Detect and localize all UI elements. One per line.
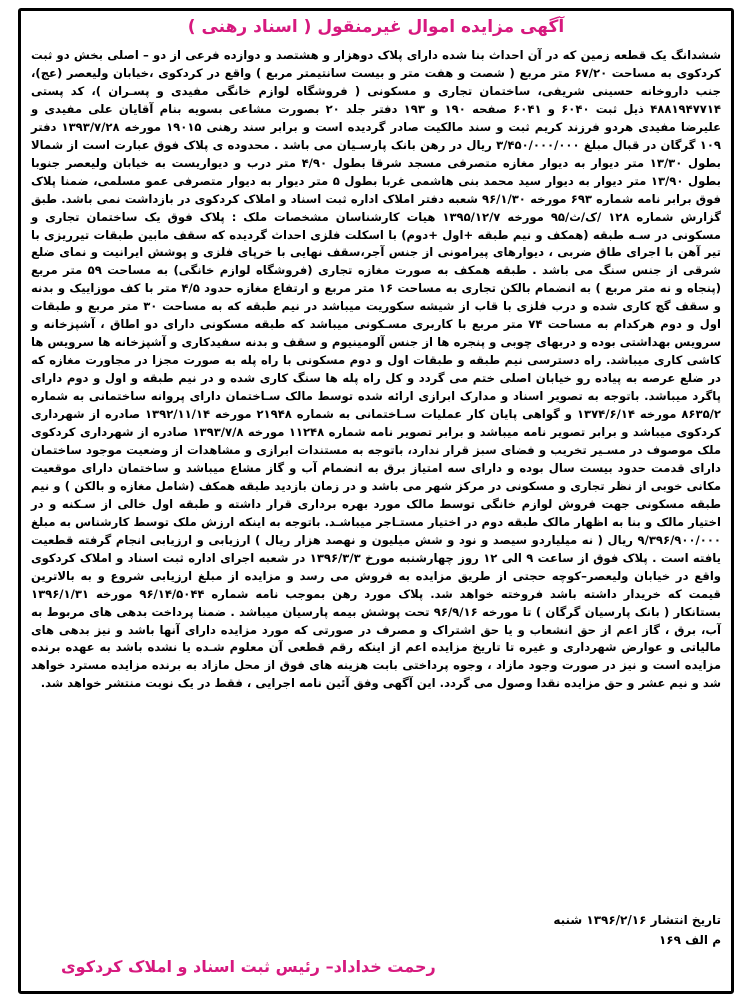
publish-date: تاریخ انتشار ۱۳۹۶/۲/۱۶ شنبه <box>553 913 721 927</box>
notice-body <box>31 47 721 693</box>
notice-frame <box>18 8 734 994</box>
notice-title: آگهی مزایده اموال غیرمنقول ( اسناد رهنی ) <box>187 17 565 37</box>
notice-paragraph: ششدانگ یک قطعه زمین که در آن احداث بنا شده دارای پلاک دوهزار و هشتصد و دوازده فرعی از دو – اصلی بخش دو ثبت کردکوی به مساحت ۶۷/۲۰ متر مربع ( شصت و هفت متر و بیست سانتیمتر مربع ) واقع در کردکوی ،خیابان ولیعصر (عج)، جنب داروخانه حسینی شریفی، ساختمان تجاری و مسکونی ( فروشگاه لوازم خانگی مفیدی و پسـران )، کد پستی ۴۸۸۱۹۴۷۷۱۴ ذیل ثبت ۶۰۴۰ و ۶۰۴۱ صفحه ۱۹۰ و ۱۹۳ دفتر جلد ۲۰ بصورت مشاعی بسویه بنام آقایان علی مفیدی و علیرضا مفیدی هردو فرزند کریم ثبت و سند مالکیت صادر گردیده است و برابر سند رهنی ۱۹۰۱۵ مورخه ۱۳۹۳/۷/۲۸ دفتر ۱۰۹ گرگان در قبال مبلغ ۳/۴۵۰/۰۰۰/۰۰۰ ریال در رهن بانک پارسـیان می باشد . محدوده ی پلاک فوق عبارت است از شمالا بطول ۱۳/۳۰ متر دیوار به دیوار مغازه متصرفی مسجد شرقا بطول ۴/۹۰ متر درب و دیواریست به خیابان ولیعصر جنوبا بطول ۱۳/۹۰ متر دیوار به دیوار سید محمد بنی هاشمی غربا بطول ۵ متر دیوار به دیوار متصرفی عمو مسلمی، ضمنا پلاک فوق برابر نامه شماره ۶۹۳ مورخه ۹۶/۱/۳۰ شعبه دفتر املاک اداره ثبت اسناد و املاک کردکوی در بازداشت نمی باشد. طبق گزارش شماره ۱۲۸ /ک/ث/۹۵ مورخه ۱۳۹۵/۱۲/۷ هیات کارشناسان مشخصات ملک : پلاک فوق یک ساختمان تجاری و مسکونی در سـه طبقه (همکف و نیم طبقه +اول +دوم) با اسکلت فلزی احداث گردیده که سقف مابین طبقات تیرریزی با تیر آهن با اجرای طاق ضربی ، دیوارهای پیرامونی از جنس آجر،سقف نهایی با خرپای فلزی و پوشش ایرانیت و نمای ضلع شرقی از جنس سنگ می باشد . طبقه همکف به صورت مغازه تجاری (فروشگاه لوازم خانگی) به مساحت ۵۹ متر مربع (پنجاه و نه متر مربع ) به انضمام بالکن تجاری به مساحت ۱۶ متر مربع و ارتفاع مغازه حدود ۴/۵ متر با کف موزاییک و بدنه و سقف گچ کاری شده و درب فلزی با قاب از شیشه سکوریت میباشد در نیم طبقه که به مساحت ۳۰ متر مربع و طبقات اول و دوم هرکدام به مساحت ۷۴ متر مربع با کاربری مسـکونی میباشد که طبقه مسکونی دارای دو اطاق ، آشپزخانه و سرویس بهداشتی بوده و دربهای چوبی و پنجره ها از جنس آلومینیوم و سقف و بدنه سفیدکاری و آشپزخانه ها سرویس ها کاشی کاری میباشد. راه دسترسی نیم طبقه و طبقات اول و دوم مسکونی با راه پله به صورت مجزا در مجاورت مغازه که در ضلع عرصه به پیاده رو خیابان اصلی ختم می گردد و کل راه پله ها سنگ کاری شده و در نیم طبقه و اول و دوم دارای پاگرد میباشد. باتوجه به تصویر اسناد و مدارک ابرازی ارائه شده توسط مالک سـاختمان دارای پروانه ساختمانی به شماره ۸۶۳۵/۲ مورخه ۱۳۷۴/۶/۱۴ و گواهی پایان کار عملیات سـاختمانی به شماره ۲۱۹۴۸ مورخه ۱۳۹۲/۱۱/۱۴ صادره از شهرداری کردکوی میباشد و برابر تصویر نامه میباشد و برابر تصویر نامه شماره ۱۱۲۴۸ مورخه ۱۳۹۳/۷/۸ صادره از شهرداری کردکوی ملک موصوف در مسـیر تخریب و فضای سبز قرار ندارد، باتوجه به مستندات ابرازی و مشاهدات از وضعیت موجود ساختمان دارای قدمت حدود بیست سال بوده و دارای سه امتیاز برق به انضمام آب و گاز مشاع میباشد و ساختمان دارای موقعیت مکانی خوبی از نظر تجاری و مسکونی در مرکز شهر می باشد و در زمان بازدید طبقه همکف (شامل مغازه و بالکن ) و نیم طبقه مسکونی جهت فروش لوازم خانگی توسط مالک مورد بهره برداری قرار داشته و طبقه اول خالی از سـکنه و در اختیار مالک و بنا به اظهار مالک طبقه دوم در اختیار مستـاجر میباشـد. باتوجه به اینکه ارزش ملک توسط کارشناس به مبلغ ۹/۳۹۶/۹۰۰/۰۰۰ ریال ( نه میلیاردو سیصد و نود و شش میلیون و نهصد هزار ریال ) ارزیابی و ارزیابی انجام گرفته قطعیت یافته است . پلاک فوق از ساعت ۹ الی ۱۲ روز چهارشنبه مورخ ۱۳۹۶/۳/۳ در شعبه اجرای اداره ثبت اسناد و املاک کردکوی واقع در خیابان ولیعصر–کوچه حجتی از طریق مزایده به فروش می رسد و مزایده از مبلغ ارزیابی شروع و به بالاترین قیمت که خریدار داشته باشد فروخته خواهد شد. پلاک مورد رهن بموجب نامه شماره ۹۶/۱۴/۵۰۴۴ مورخه ۱۳۹۶/۱/۳۱ بستانکار ( بانک پارسیان گرگان ) تا مورخه ۹۶/۹/۱۶ تحت پوشش بیمه پارسیان میباشد . ضمنا پرداخت بدهی های مربوط به آب، برق ، گاز اعم از حق انشعاب و یا حق اشتراک و مصرف در صورتی که مورد مزایده دارای آنها باشد و نیز بدهی های مالیاتی و عوارض شهرداری و غیره تا تاریخ مزایده اعم از اینکه رقم قطعی آن معلوم شـده یا نشده باشد به عهده برنده مزایده است و نیز در صورت وجود مازاد ، وجوه پرداختی بابت هزینه های فوق از محل مازاد به برنده مزایده مسترد خواهد شد و نیم عشر و حق مزایده نقدا وصول می گردد. این آگهی وفق آئین نامه اجرایی ، فقط در یک نوبت منتشر خواهد شد. <box>31 48 722 691</box>
reference-code: م الف ۱۶۹ <box>658 933 721 947</box>
signature: رحمت خداداد– رئیس ثبت اسناد و املاک کردکوی <box>61 957 436 976</box>
